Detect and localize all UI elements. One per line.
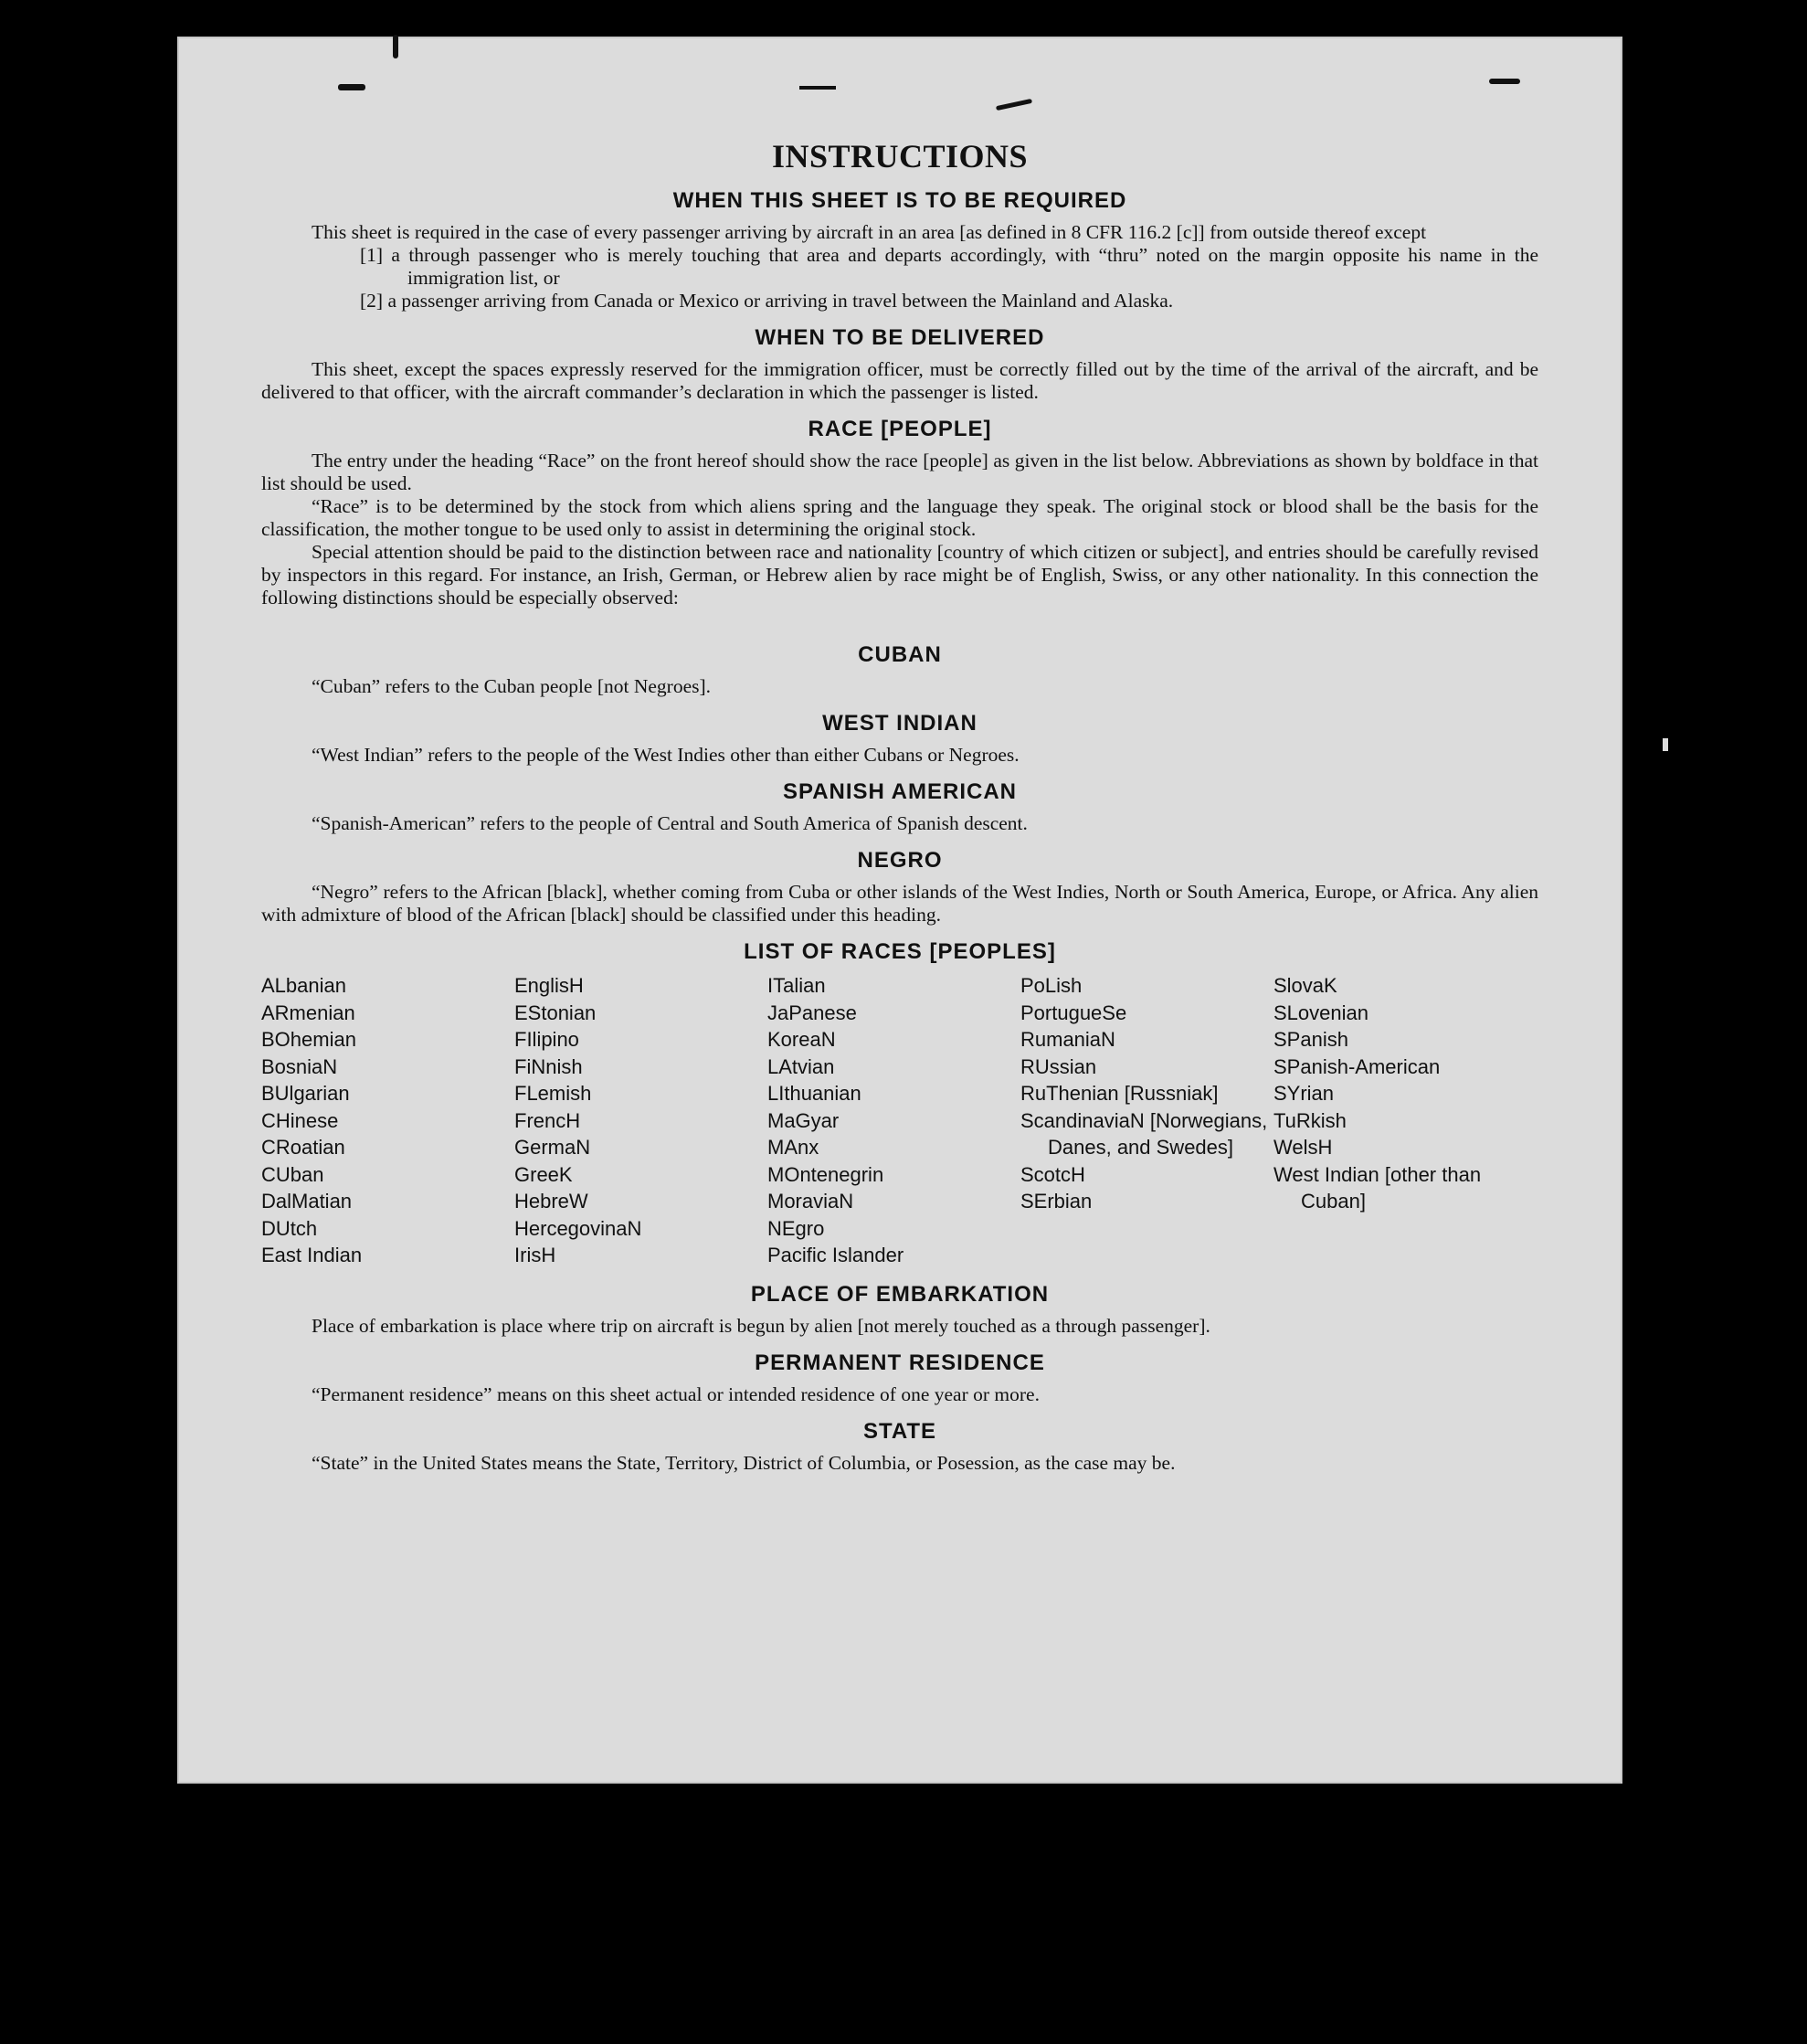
race-item: DUtch (261, 1216, 318, 1240)
scan-speck (338, 84, 365, 90)
race-item: CRoatian (261, 1136, 345, 1159)
race-item: East Indian (261, 1244, 363, 1266)
race-item: SYrian (1273, 1082, 1335, 1105)
paragraph: The entry under the heading “Race” on the front hereof should show the race [people] as given in the list below. Abbreviations as shown by boldface in that list should be used. (261, 450, 1538, 494)
race-item: SLovenian (1273, 1001, 1368, 1024)
race-item: CHinese (261, 1108, 339, 1132)
race-item: NEgro (767, 1216, 825, 1240)
section-heading: RACE [PEOPLE] (808, 417, 992, 441)
paragraph: “Spanish-American” refers to the people of Central and South America of Spanish descent. (312, 812, 1028, 834)
race-item: FrencH (514, 1108, 581, 1132)
race-item: GermaN (514, 1136, 591, 1159)
race-column (261, 972, 514, 1269)
race-item: BUlgarian (261, 1082, 350, 1105)
race-item: CUban (261, 1162, 324, 1186)
race-item: EStonian (514, 1001, 597, 1024)
race-item: MAnx (767, 1136, 819, 1159)
race-column (767, 972, 1020, 1269)
race-item: ARmenian (261, 1001, 355, 1024)
document-page (177, 37, 1622, 1784)
race-item: WelsH (1273, 1136, 1333, 1159)
race-item: GreeK (514, 1162, 573, 1186)
race-column (1273, 972, 1527, 1269)
race-item: ITalian (767, 974, 826, 997)
paragraph: “Race” is to be determined by the stock from which aliens spring and the language they speak. The original stock or blood shall be the basis for the classification, the mother tongue to be used only to assist in determining the original stock. (261, 495, 1538, 540)
page-title: INSTRUCTIONS (771, 138, 1029, 175)
race-item: BOhemian (261, 1028, 356, 1051)
paragraph: Special attention should be paid to the distinction between race and nationality [country of which citizen or subject], and entries should be carefully revised by inspectors in this regard. For instance, an Irish, German, or Hebrew alien by race might be of English, Swiss, or any other nationality. In this connection the following distinctions should be especially observed: (261, 541, 1538, 609)
paragraph: “State” in the United States means the State, Territory, District of Columbia, or Posession, as the case may be. (312, 1451, 1176, 1474)
race-item: ScandinaviaN [Norwegians, Danes, and Swedes] (1020, 1108, 1268, 1159)
section-heading: SPANISH AMERICAN (782, 779, 1017, 804)
race-column (514, 972, 767, 1269)
race-item: ScotcH (1020, 1162, 1085, 1186)
race-item: LAtvian (767, 1054, 835, 1078)
race-item: JaPanese (767, 1001, 857, 1024)
race-item: SPanish-American (1273, 1054, 1441, 1078)
section-heading: PERMANENT RESIDENCE (755, 1350, 1045, 1375)
race-item: IrisH (514, 1244, 556, 1266)
race-item: PortugueSe (1020, 1001, 1127, 1024)
paragraph: This sheet is required in the case of every passenger arriving by aircraft in an area [as defined in 8 CFR 116.2 [c]] from outside thereof except (312, 221, 1427, 243)
race-item: MoraviaN (767, 1190, 854, 1213)
race-item: EnglisH (514, 974, 584, 997)
race-item: West Indian [other than Cuban] (1273, 1162, 1482, 1213)
scan-speck (1489, 79, 1520, 84)
race-item: FLemish (514, 1082, 592, 1105)
race-item: HebreW (514, 1190, 588, 1213)
exception-item: [2] a passenger arriving from Canada or Mexico or arriving in travel between the Mainland and Alaska. (360, 290, 1174, 312)
race-item: PoLish (1020, 974, 1083, 997)
race-item: HercegovinaN (514, 1216, 642, 1240)
race-item: BosniaN (261, 1054, 338, 1078)
race-item: RUssian (1020, 1054, 1097, 1078)
race-item: TuRkish (1273, 1108, 1347, 1132)
section-heading: PLACE OF EMBARKATION (750, 1281, 1050, 1307)
race-item: SlovaK (1273, 974, 1337, 997)
race-item: FiNnish (514, 1054, 583, 1078)
scan-speck (393, 35, 398, 58)
race-item: SErbian (1020, 1190, 1093, 1213)
paragraph: This sheet, except the spaces expressly reserved for the immigration officer, must be correctly filled out by the time of the arrival of the aircraft, and be delivered to that officer, with the aircraft commander’s declaration in which the passenger is listed. (261, 358, 1538, 403)
exception-item: [1] a through passenger who is merely touching that area and departs accordingly, with “thru” noted on the margin opposite his name in the immigration list, or (360, 244, 1538, 289)
section-heading: WHEN TO BE DELIVERED (755, 325, 1045, 350)
section-heading: CUBAN (858, 642, 942, 667)
paragraph: “Cuban” refers to the Cuban people [not Negroes]. (312, 675, 712, 697)
race-list (261, 972, 1538, 1269)
list-heading: LIST OF RACES [PEOPLES] (744, 939, 1056, 964)
race-item: Pacific Islander (767, 1244, 904, 1266)
race-item: MaGyar (767, 1108, 840, 1132)
section-heading: WEST INDIAN (822, 711, 977, 736)
race-item: RuThenian [Russniak] (1020, 1082, 1219, 1105)
section-heading: WHEN THIS SHEET IS TO BE REQUIRED (672, 188, 1127, 213)
section-heading: NEGRO (857, 848, 943, 873)
race-item: MOntenegrin (767, 1162, 884, 1186)
race-item: ALbanian (261, 974, 346, 997)
race-item: SPanish (1273, 1028, 1348, 1051)
race-column (1020, 972, 1273, 1269)
scan-speck (799, 86, 836, 90)
race-item: DalMatian (261, 1190, 353, 1213)
race-item: RumaniaN (1020, 1028, 1115, 1051)
race-item: FIlipino (514, 1028, 579, 1051)
paragraph: “West Indian” refers to the people of the West Indies other than either Cubans or Negroes. (312, 744, 1020, 766)
section-heading: STATE (862, 1418, 937, 1444)
scan-speck (1663, 738, 1668, 751)
paragraph: “Permanent residence” means on this sheet actual or intended residence of one year or more. (312, 1382, 1040, 1405)
race-item: KoreaN (767, 1028, 836, 1051)
race-item: LIthuanian (767, 1082, 861, 1105)
paragraph: “Negro” refers to the African [black], whether coming from Cuba or other islands of the West Indies, North or South America, Europe, or Africa. Any alien with admixture of blood of the African [black] should be classified under this heading. (261, 881, 1538, 926)
paragraph: Place of embarkation is place where trip on aircraft is begun by alien [not merely touched as a through passenger]. (312, 1314, 1210, 1337)
